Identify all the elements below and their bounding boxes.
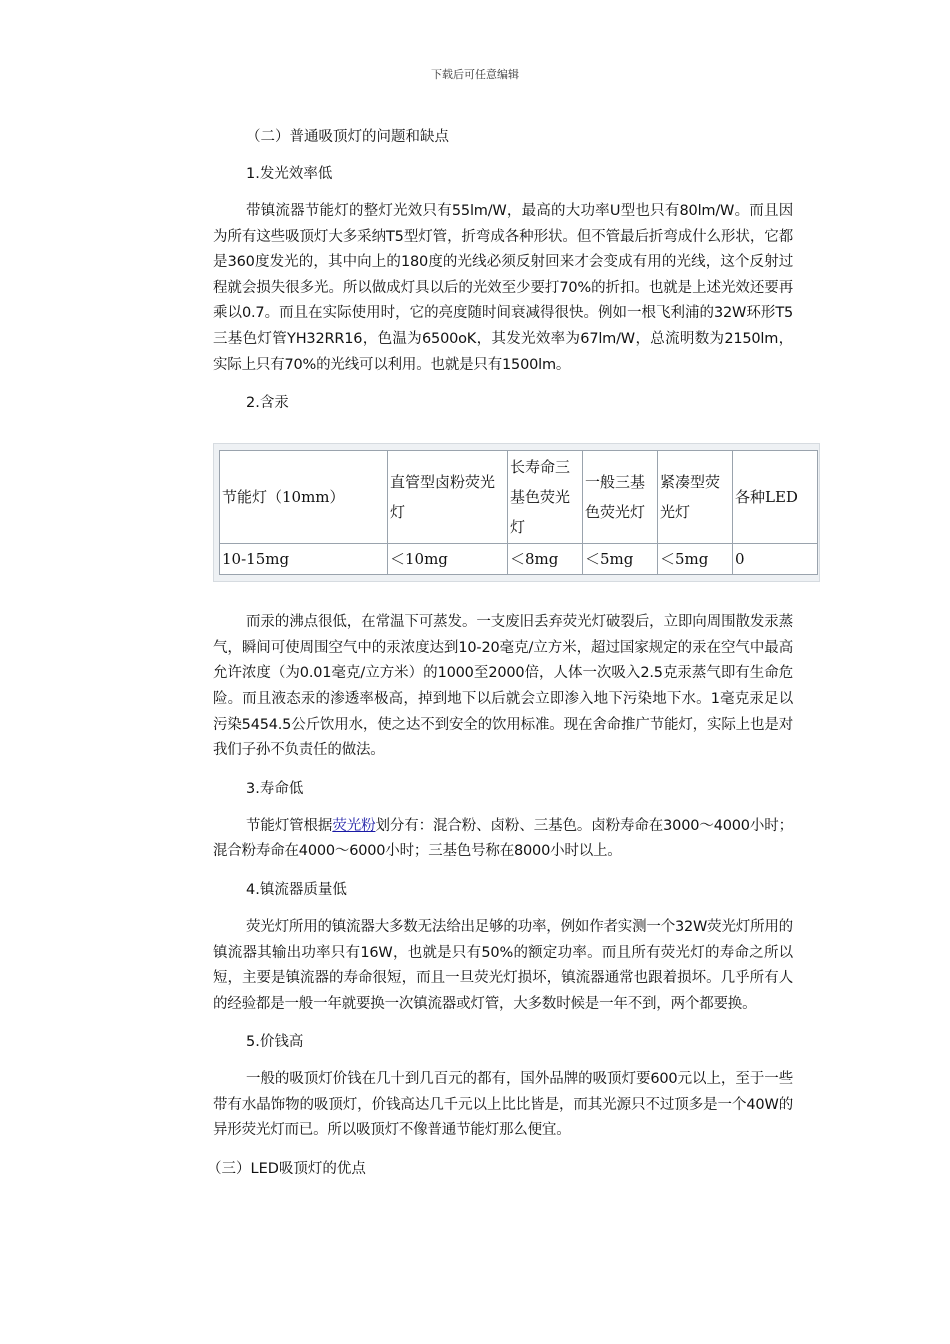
paragraph-efficiency: 带镇流器节能灯的整灯光效只有55lm/W，最高的大功率U型也只有80lm/W。而且因为所有这些吸顶灯大多采纳T5型灯管，折弯成各种形状。但不管最后折弯成什么形状，它都是360度发光的，其中向上的180度的光线必须反射回来才会变成有用的光线，这个反射过程就会损失很多光。所以做成灯具以后的光效至少要打70%的折扣。也就是上述光效还要再乘以0.7。而且在实际使用时，它的亮度随时间衰减得很快。例如一根飞利浦的32W环形T5三基色灯管YH32RR16，色温为6500oK，其发光效率为67lm/W，总流明数为2150lm，实际上只有70%的光线可以利用。也就是只有1500lm。 <box>213 203 793 373</box>
item-heading-mercury: 2.含汞 <box>246 395 289 412</box>
paragraph-lifespan <box>213 814 793 865</box>
table-cell: ＜8mg <box>508 544 583 575</box>
item-heading-price: 5.价钱高 <box>246 1034 304 1051</box>
paragraph-mercury: 而汞的沸点很低，在常温下可蒸发。一支废旧丢弃荧光灯破裂后，立即向周围散发汞蒸气，瞬间可使周围空气中的汞浓度达到10-20毫克/立方米，超过国家规定的汞在空气中最高允许浓度（为0.01毫克/立方米）的1000至2000倍，人体一次吸入2.5克汞蒸气即有生命危险。而且液态汞的渗透率极高，掉到地下以后就会立即渗入地下污染地下水。1毫克汞足以污染5454.5公斤饮用水，使之达不到安全的饮用标准。现在舍命推广节能灯，实际上也是对我们子孙不负责任的做法。 <box>213 614 793 759</box>
document-body <box>207 125 793 1194</box>
table-cell: 直管型卤粉荧光灯 <box>388 451 508 544</box>
table-cell: ＜5mg <box>658 544 733 575</box>
table-row <box>220 544 818 575</box>
phosphor-link[interactable]: 荧光粉 <box>332 817 376 834</box>
lifespan-text-before: 节能灯管根据 <box>246 817 333 834</box>
table-header-row <box>220 451 818 544</box>
table-cell: 各种LED <box>733 451 818 544</box>
mercury-content-table <box>219 450 818 575</box>
section-title-led: （三）LED吸顶灯的优点 <box>207 1161 366 1178</box>
item-heading-efficiency: 1.发光效率低 <box>246 166 333 182</box>
table-cell: 节能灯（10mm） <box>220 451 388 544</box>
paragraph-ballast: 荧光灯所用的镇流器大多数无法给出足够的功率，例如作者实测一个32W荧光灯所用的镇流器其输出功率只有16W，也就是只有50%的额定功率。而且所有荧光灯的寿命之所以短，主要是镇流器的寿命很短，而且一旦荧光灯损坏，镇流器通常也跟着损坏。几乎所有人的经验都是一般一年就要换一次镇流器或灯管，大多数时候是一年不到，两个都要换。 <box>213 918 793 1012</box>
table-cell: ＜10mg <box>388 544 508 575</box>
item-heading-ballast: 4.镇流器质量低 <box>246 881 347 898</box>
table-cell: 10-15mg <box>220 544 388 575</box>
table-cell: 0 <box>733 544 818 575</box>
page-header: 下载后可任意编辑 <box>431 68 519 81</box>
paragraph-price: 一般的吸顶灯价钱在几十到几百元的都有，国外品牌的吸顶灯要600元以上，至于一些带有水晶饰物的吸顶灯，价钱高达几千元以上比比皆是，而其光源只不过顶多是一个40W的异形荧光灯而已。所以吸顶灯不像普通节能灯那么便宜。 <box>213 1071 793 1139</box>
mercury-table-image <box>213 443 820 582</box>
table-cell: 紧凑型荧光灯 <box>658 451 733 544</box>
lifespan-text-after: 划分有：混合粉、卤粉、三基色。卤粉寿命在3000～4000小时；混合粉寿命在4000～6000小时；三基色号称在8000小时以上。 <box>213 817 793 860</box>
section-title: （二）普通吸顶灯的问题和缺点 <box>246 129 449 145</box>
item-heading-lifespan: 3.寿命低 <box>246 780 304 797</box>
table-cell: ＜5mg <box>583 544 658 575</box>
table-cell: 一般三基色荧光灯 <box>583 451 658 544</box>
table-cell: 长寿命三基色荧光灯 <box>508 451 583 544</box>
